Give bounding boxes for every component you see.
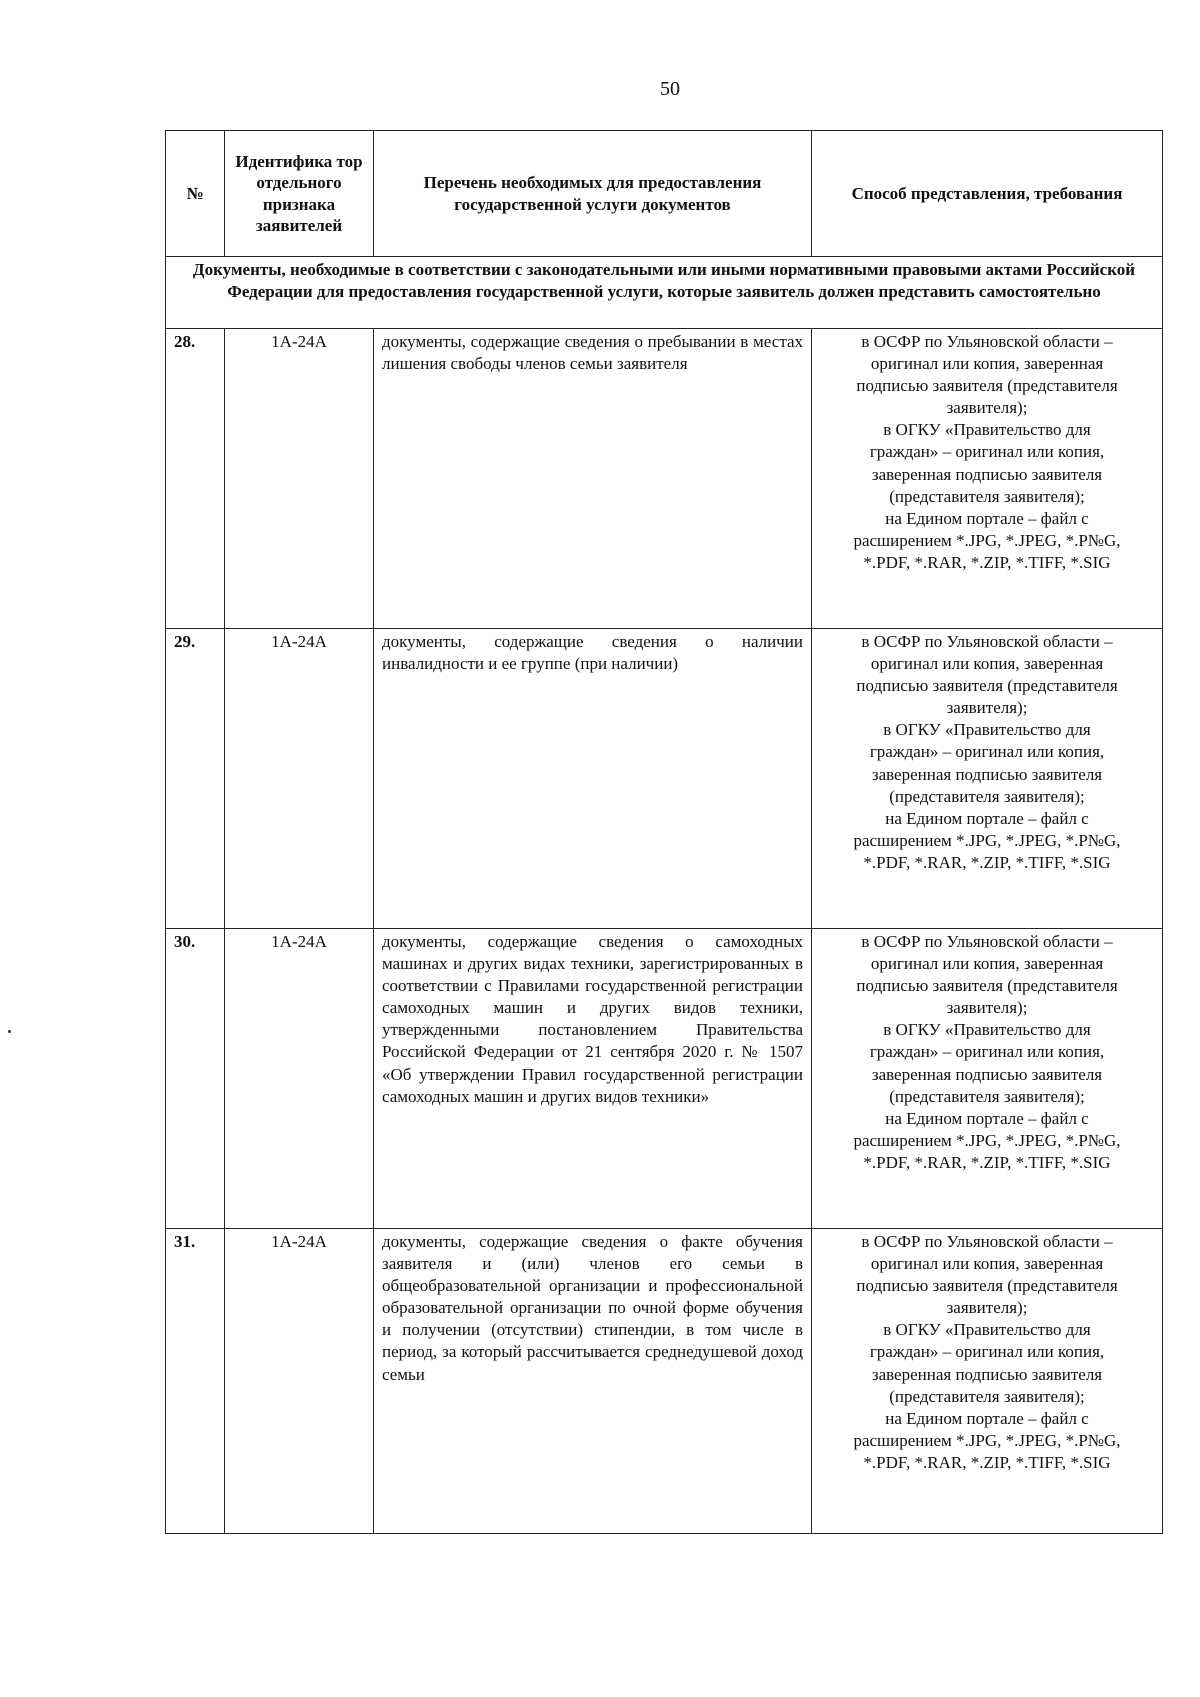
header-number: № <box>166 131 225 257</box>
header-documents: Перечень необходимых для предоставления государственной услуги документов <box>374 131 812 257</box>
row-number: 29. <box>166 629 225 929</box>
method-line: расширением *.JPG, *.JPEG, *.P№G, <box>853 830 1121 850</box>
method-line: заверенная подписью заявителя <box>871 764 1103 784</box>
method-line: оригинал или копия, заверенная <box>870 654 1104 674</box>
method-line: в ОСФР по Ульяновской области – <box>861 1232 1113 1251</box>
method-line: на Едином портале – файл с <box>885 1108 1089 1128</box>
requirements-table <box>165 130 1163 1534</box>
method-line: граждан» – оригинал или копия, <box>869 1042 1105 1062</box>
method-line: в ОГКУ «Правительство для <box>883 1320 1091 1340</box>
method-line: (представителя заявителя); <box>889 1386 1085 1406</box>
row-description: документы, содержащие сведения о наличии инвалидности и ее группе (при наличии) <box>374 629 812 929</box>
method-line: подписью заявителя (представителя <box>856 976 1118 996</box>
method-line: подписью заявителя (представителя <box>856 1276 1118 1296</box>
method-line: оригинал или копия, заверенная <box>870 354 1104 374</box>
scan-dot-mark <box>8 1030 11 1033</box>
method-line: граждан» – оригинал или копия, <box>869 1342 1105 1362</box>
table-row <box>166 1229 1163 1534</box>
row-method <box>812 929 1163 1229</box>
method-line: (представителя заявителя); <box>889 786 1085 806</box>
table-row <box>166 929 1163 1229</box>
method-line: граждан» – оригинал или копия, <box>869 442 1105 462</box>
row-method <box>812 329 1163 629</box>
method-line: граждан» – оригинал или копия, <box>869 742 1105 762</box>
row-description: документы, содержащие сведения о пребывании в местах лишения свободы членов семьи заявителя <box>374 329 812 629</box>
row-description: документы, содержащие сведения о факте обучения заявителя и (или) членов его семьи в общеобразовательной организации и профессиональной образовательной организации по очной форме обучения и получении (отсутствии) стипендии, в том числе в период, за который рассчитывается среднедушевой доход семьи <box>374 1229 812 1534</box>
method-line: расширением *.JPG, *.JPEG, *.P№G, <box>853 530 1121 550</box>
method-line: *.PDF, *.RAR, *.ZIP, *.TIFF, *.SIG <box>863 1452 1111 1472</box>
row-description: документы, содержащие сведения о самоходных машинах и других видах техники, зарегистрированных в соответствии с Правилами государственной регистрации самоходных машин и других видов техники, утвержденными постановлением Правительства Российской Федерации от 21 сентября 2020 г. № 1507 «Об утверждении Правил государственной регистрации самоходных машин и других видов техники» <box>374 929 812 1229</box>
method-line: подписью заявителя (представителя <box>856 376 1118 396</box>
row-identifier: 1А-24А <box>225 929 374 1229</box>
method-line: подписью заявителя (представителя <box>856 676 1118 696</box>
row-identifier: 1А-24А <box>225 629 374 929</box>
method-line: на Едином портале – файл с <box>885 808 1089 828</box>
table-header-row <box>166 131 1163 257</box>
row-number: 31. <box>166 1229 225 1534</box>
method-line: расширением *.JPG, *.JPEG, *.P№G, <box>853 1430 1121 1450</box>
method-line: в ОСФР по Ульяновской области – <box>861 632 1113 651</box>
method-line: оригинал или копия, заверенная <box>870 954 1104 974</box>
method-line: в ОГКУ «Правительство для <box>883 1020 1091 1040</box>
method-line: на Едином портале – файл с <box>885 508 1089 528</box>
row-method <box>812 1229 1163 1534</box>
row-identifier: 1А-24А <box>225 329 374 629</box>
row-method <box>812 629 1163 929</box>
method-line: в ОСФР по Ульяновской области – <box>861 932 1113 951</box>
method-line: в ОСФР по Ульяновской области – <box>861 332 1113 351</box>
row-number: 28. <box>166 329 225 629</box>
method-line: *.PDF, *.RAR, *.ZIP, *.TIFF, *.SIG <box>863 552 1111 572</box>
method-line: (представителя заявителя); <box>889 486 1085 506</box>
page-number: 50 <box>660 78 680 100</box>
table-row <box>166 629 1163 929</box>
method-line: расширением *.JPG, *.JPEG, *.P№G, <box>853 1130 1121 1150</box>
method-line: заявителя); <box>946 698 1028 718</box>
row-identifier: 1А-24А <box>225 1229 374 1534</box>
method-line: в ОГКУ «Правительство для <box>883 720 1091 740</box>
header-method: Способ представления, требования <box>812 131 1163 257</box>
method-line: заверенная подписью заявителя <box>871 464 1103 484</box>
method-line: заявителя); <box>946 398 1028 418</box>
section-row <box>166 257 1163 329</box>
table-row <box>166 329 1163 629</box>
method-line: на Едином портале – файл с <box>885 1408 1089 1428</box>
method-line: оригинал или копия, заверенная <box>870 1254 1104 1274</box>
section-title: Документы, необходимые в соответствии с законодательными или иными нормативными правовыми актами Российской Федерации для предоставления государственной услуги, которые заявитель должен представить самостоятельно <box>166 257 1163 329</box>
method-line: заявителя); <box>946 998 1028 1018</box>
method-line: (представителя заявителя); <box>889 1086 1085 1106</box>
method-line: *.PDF, *.RAR, *.ZIP, *.TIFF, *.SIG <box>863 852 1111 872</box>
method-line: *.PDF, *.RAR, *.ZIP, *.TIFF, *.SIG <box>863 1152 1111 1172</box>
method-line: заверенная подписью заявителя <box>871 1364 1103 1384</box>
row-number: 30. <box>166 929 225 1229</box>
method-line: заверенная подписью заявителя <box>871 1064 1103 1084</box>
method-line: в ОГКУ «Правительство для <box>883 420 1091 440</box>
header-identifier: Идентифика тор отдельного признака заявителей <box>225 131 374 257</box>
method-line: заявителя); <box>946 1298 1028 1318</box>
